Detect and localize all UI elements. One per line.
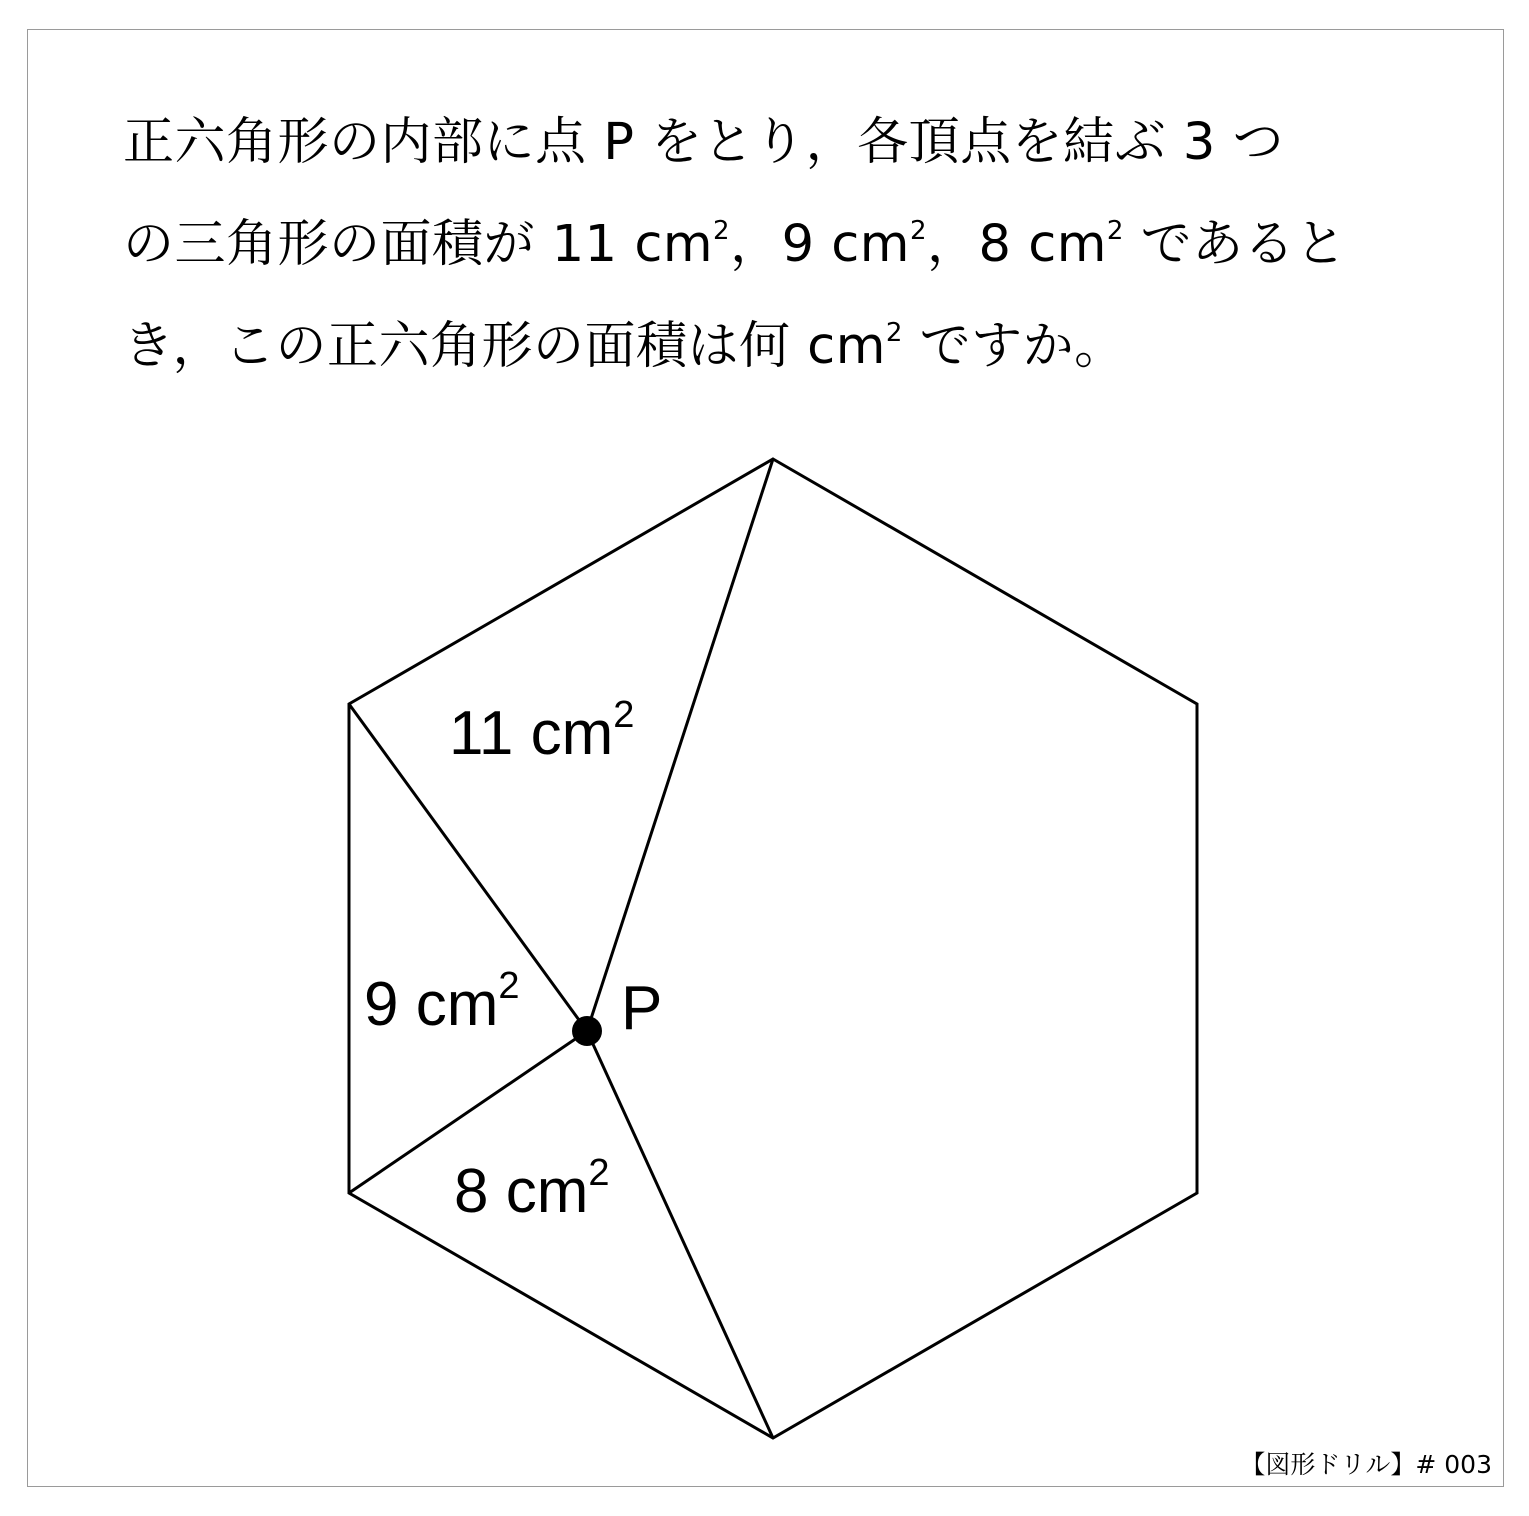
area-label-8: 8 $cm^2$ — [454, 1152, 610, 1226]
regular-hexagon — [349, 459, 1197, 1438]
drill-number-footer: 【図形ドリル】# 003 — [1240, 1450, 1492, 1479]
point-p-label: P — [621, 974, 663, 1043]
segment-p-to-bottom-vertex — [587, 1031, 773, 1438]
question-line-2: の三角形の面積が 11 $cm^2$，9 $cm^2$，8 $cm^2$ であると — [123, 215, 1347, 274]
point-p-dot — [572, 1016, 602, 1046]
segment-p-to-top-vertex — [587, 459, 773, 1031]
area-label-11: 11 $cm^2$ — [449, 694, 635, 768]
area-label-9: 9 $cm^2$ — [364, 965, 520, 1039]
question-line-1: 正六角形の内部に点 P をとり，各頂点を結ぶ 3 つ — [123, 113, 1285, 172]
question-line-3: き，この正六角形の面積は何 $cm^2$ ですか。 — [123, 317, 1126, 376]
